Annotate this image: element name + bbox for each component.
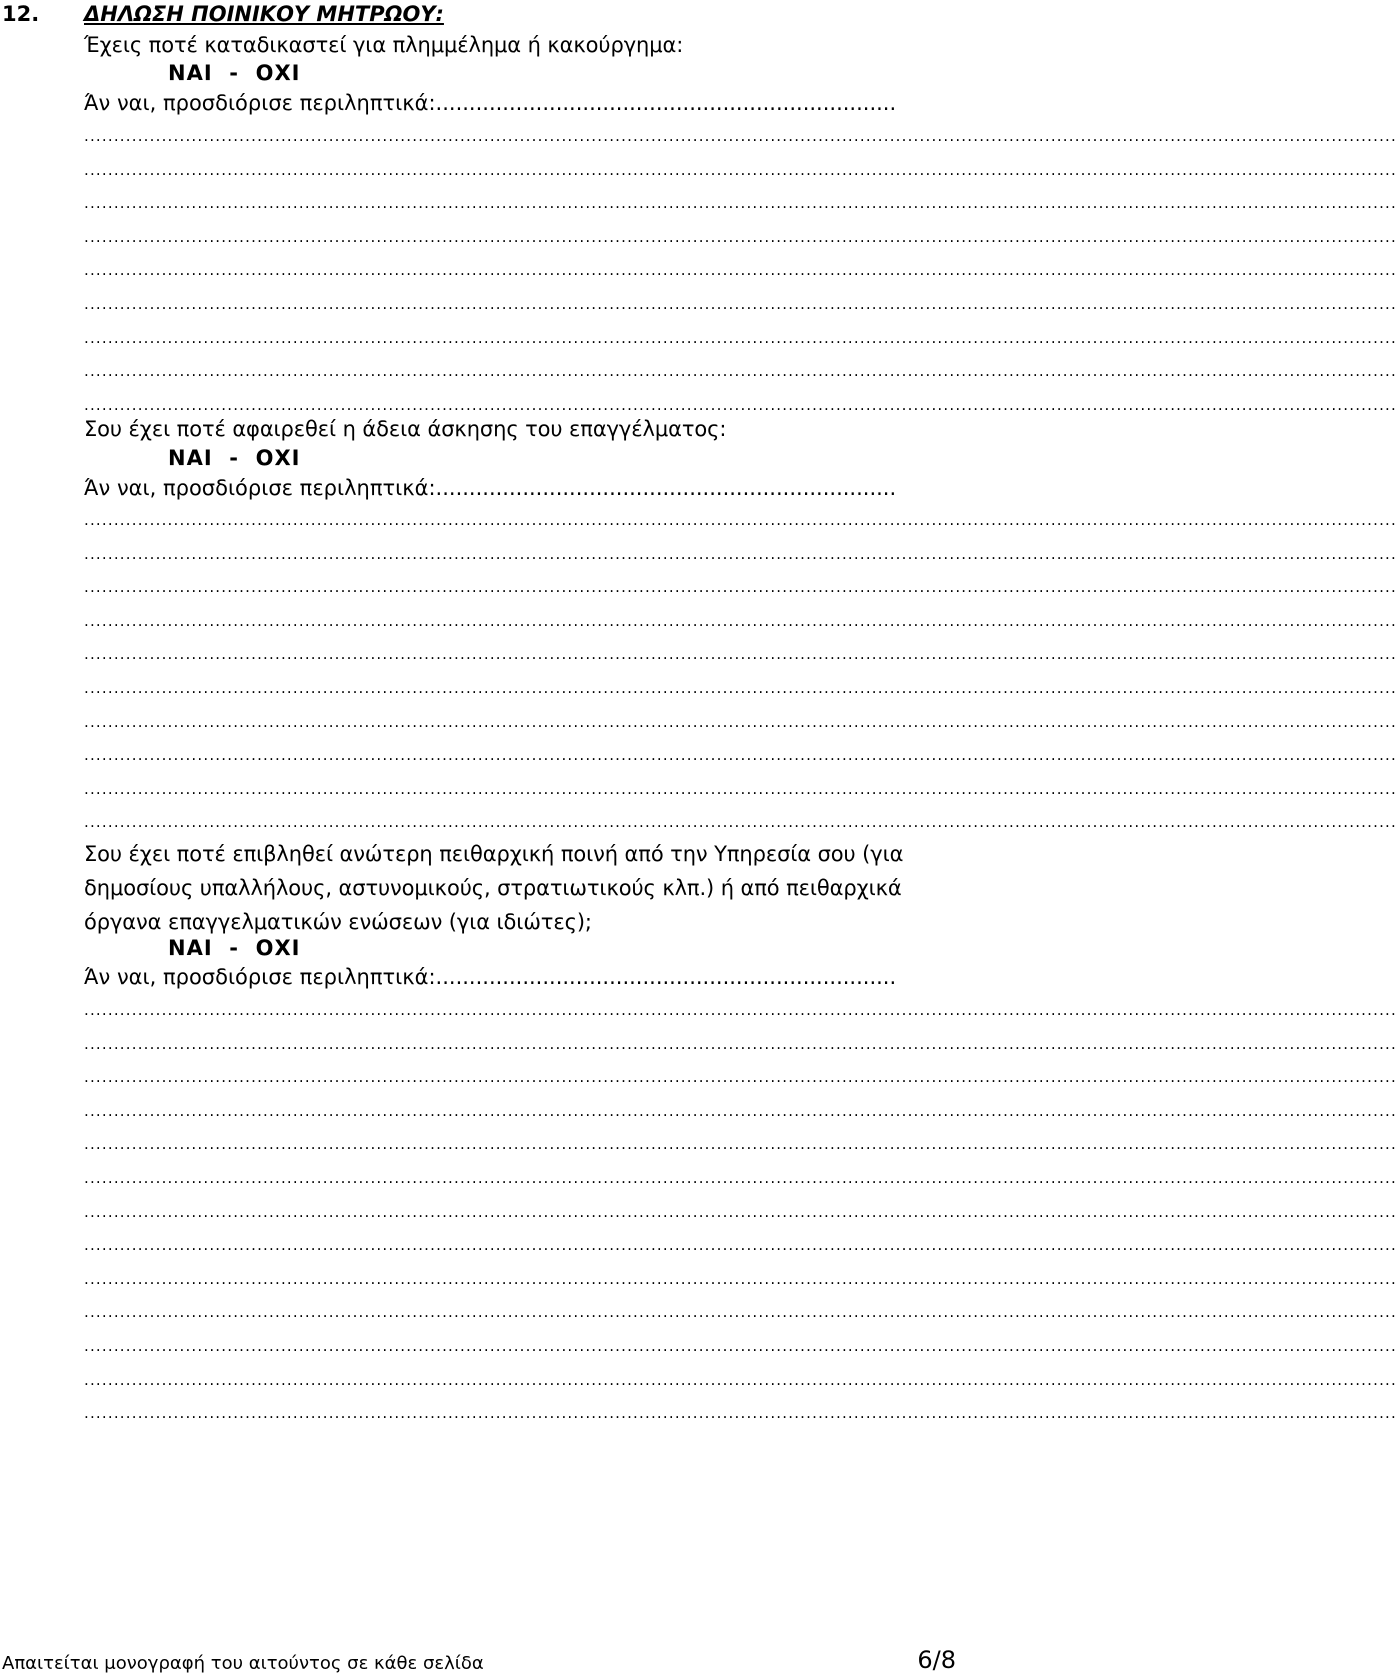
answer-dot-line[interactable]: ............................................................................................................................................................................................................................ (84, 1202, 1397, 1221)
answer-dot-line[interactable]: ............................................................................................................................................................................................................................ (84, 194, 1397, 213)
question-1-first-dots[interactable]: ..................................................................... (435, 91, 897, 115)
question-3-text: Σου έχει ποτέ επιβληθεί ανώτερη πειθαρχική ποινή από την Υπηρεσία σου (για δημοσίους υπαλλήλους, αστυνομικούς, στρατιωτικούς κλπ.) ή από πειθαρχικά όργανα επαγγελματικών ενώσεων (για ιδιώτες); (84, 842, 904, 934)
answer-dot-line[interactable]: ............................................................................................................................................................................................................................ (84, 1034, 1397, 1053)
question-2-first-dots[interactable]: ..................................................................... (435, 476, 897, 500)
answer-dot-line[interactable]: ............................................................................................................................................................................................................................ (84, 1336, 1397, 1355)
question-1-answer-lines[interactable] (84, 116, 1397, 418)
answer-dot-line[interactable]: ............................................................................................................................................................................................................................ (84, 813, 1397, 832)
answer-dot-line[interactable]: ............................................................................................................................................................................................................................ (84, 261, 1397, 280)
answer-dot-line[interactable]: ............................................................................................................................................................................................................................ (84, 1404, 1397, 1423)
question-3-specify-label: Άν ναι, προσδιόρισε περιληπτικά: (84, 965, 436, 989)
answer-dot-line[interactable]: ............................................................................................................................................................................................................................ (84, 1001, 1397, 1019)
answer-dot-line[interactable]: ............................................................................................................................................................................................................................ (84, 1101, 1397, 1120)
question-1-text: Έχεις ποτέ καταδικαστεί για πλημμέλημα ή κακούργημα: (84, 33, 684, 57)
question-3-specify (84, 962, 897, 992)
page-number: 6/8 (917, 1646, 956, 1674)
question-2-answer-lines[interactable] (84, 500, 1397, 836)
answer-dot-line[interactable]: ............................................................................................................................................................................................................................ (84, 511, 1397, 529)
question-2-yes-no[interactable]: ΝΑΙ - ΟΧΙ (168, 446, 301, 470)
answer-dot-line[interactable]: ............................................................................................................................................................................................................................ (84, 160, 1397, 179)
question-1-specify-label: Άν ναι, προσδιόρισε περιληπτικά: (84, 91, 436, 115)
question-2-text: Σου έχει ποτέ αφαιρεθεί η άδεια άσκησης του επαγγέλματος: (84, 417, 727, 441)
section-number: 12. (2, 2, 40, 26)
question-3-first-dots[interactable]: ..................................................................... (435, 965, 897, 989)
question-1-specify (84, 88, 897, 118)
answer-dot-line[interactable]: ............................................................................................................................................................................................................................ (84, 1370, 1397, 1389)
answer-dot-line[interactable]: ............................................................................................................................................................................................................................ (84, 645, 1397, 664)
footer-note: Απαιτείται μονογραφή του αιτούντος σε κάθε σελίδα (2, 1653, 484, 1674)
question-2-specify (84, 473, 897, 503)
answer-dot-line[interactable]: ............................................................................................................................................................................................................................ (84, 1269, 1397, 1288)
question-1-yes-no[interactable]: ΝΑΙ - ΟΧΙ (168, 61, 301, 85)
answer-dot-line[interactable]: ............................................................................................................................................................................................................................ (84, 1303, 1397, 1322)
answer-dot-line[interactable]: ............................................................................................................................................................................................................................ (84, 1135, 1397, 1154)
answer-dot-line[interactable]: ............................................................................................................................................................................................................................ (84, 227, 1397, 246)
question-3-answer-lines[interactable] (84, 990, 1397, 1427)
answer-dot-line[interactable]: ............................................................................................................................................................................................................................ (84, 1168, 1397, 1187)
answer-dot-line[interactable]: ............................................................................................................................................................................................................................ (84, 1068, 1397, 1087)
answer-dot-line[interactable]: ............................................................................................................................................................................................................................ (84, 678, 1397, 697)
answer-dot-line[interactable]: ............................................................................................................................................................................................................................ (84, 395, 1397, 414)
section-title: ΔΗΛΩΣΗ ΠΟΙΝΙΚΟΥ ΜΗΤΡΩΟΥ: (84, 2, 444, 26)
answer-dot-line[interactable]: ............................................................................................................................................................................................................................ (84, 611, 1397, 630)
question-3-yes-no[interactable]: ΝΑΙ - ΟΧΙ (168, 936, 301, 960)
answer-dot-line[interactable]: ............................................................................................................................................................................................................................ (84, 578, 1397, 597)
answer-dot-line[interactable]: ............................................................................................................................................................................................................................ (84, 294, 1397, 313)
answer-dot-line[interactable]: ............................................................................................................................................................................................................................ (84, 712, 1397, 731)
answer-dot-line[interactable]: ............................................................................................................................................................................................................................ (84, 779, 1397, 798)
answer-dot-line[interactable]: ............................................................................................................................................................................................................................ (84, 544, 1397, 563)
answer-dot-line[interactable]: ............................................................................................................................................................................................................................ (84, 1236, 1397, 1255)
answer-dot-line[interactable]: ............................................................................................................................................................................................................................ (84, 746, 1397, 765)
answer-dot-line[interactable]: ............................................................................................................................................................................................................................ (84, 328, 1397, 347)
answer-dot-line[interactable]: ............................................................................................................................................................................................................................ (84, 362, 1397, 381)
answer-dot-line[interactable]: ............................................................................................................................................................................................................................ (84, 127, 1397, 145)
question-2-specify-label: Άν ναι, προσδιόρισε περιληπτικά: (84, 476, 436, 500)
